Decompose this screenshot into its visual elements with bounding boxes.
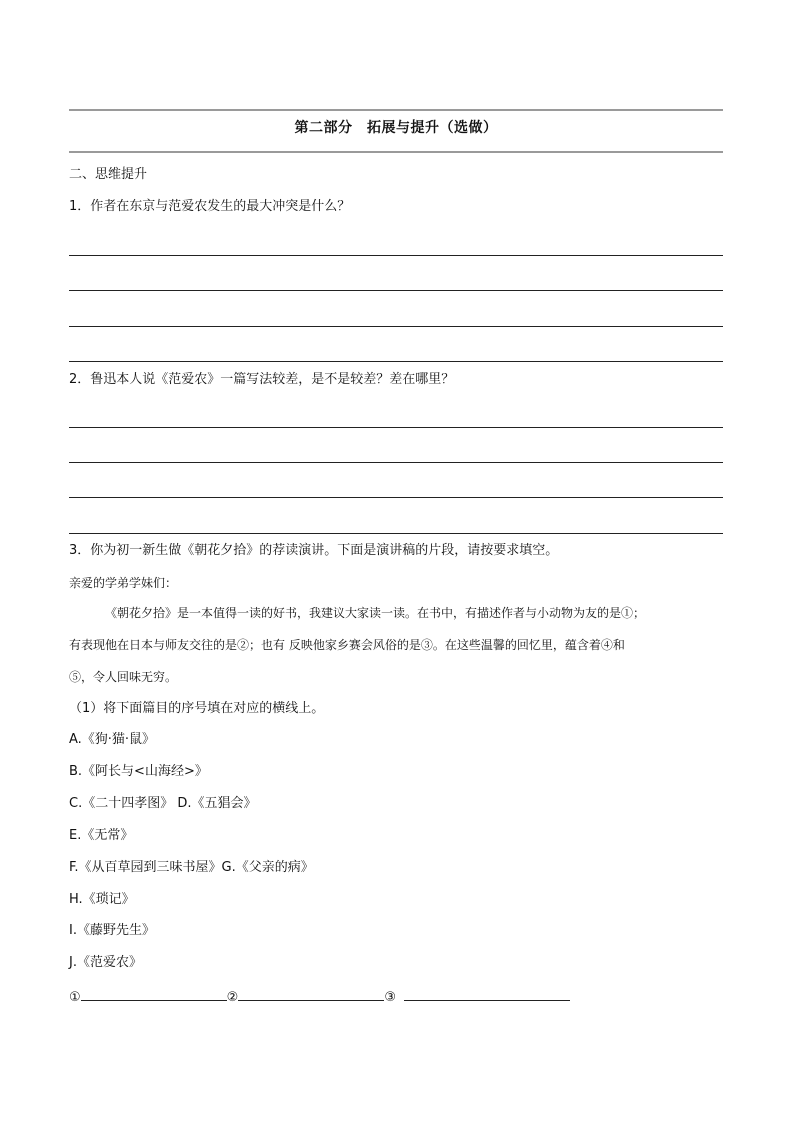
blank-3-label: ③	[384, 990, 396, 1005]
option-j: J.《范爱农》	[69, 955, 142, 970]
answer-line[interactable]	[69, 255, 723, 256]
answer-line[interactable]	[69, 290, 723, 291]
blank-2-label: ②	[226, 990, 239, 1005]
option-e: E.《无常》	[69, 828, 134, 843]
option-h: H.《琐记》	[69, 892, 135, 907]
speech-line-3: ⑤，令人回味无穷。	[69, 670, 178, 684]
speech-line-2: 有表现他在日本与师友交往的是②；也有 反映他家乡赛会风俗的是③。在这些温馨的回忆里，蕴含着④和	[69, 638, 625, 652]
question-3: 3．你为初一新生做《朝花夕拾》的荐读演讲。下面是演讲稿的片段，请按要求填空。	[69, 543, 559, 558]
blank-1-label: ①	[69, 990, 81, 1005]
option-c-d: C.《二十四孝图》 D.《五猖会》	[69, 796, 257, 811]
answer-line[interactable]	[69, 361, 723, 362]
part-heading: 二、思维提升	[69, 167, 148, 182]
blank-1-line[interactable]	[81, 986, 227, 1001]
sub-question-1: （1）将下面篇目的序号填在对应的横线上。	[69, 701, 325, 716]
question-1: 1．作者在东京与范爱农发生的最大冲突是什么？	[69, 199, 351, 214]
blank-3-line[interactable]	[404, 986, 570, 1001]
fill-blank-row	[69, 986, 570, 1007]
answer-line[interactable]	[69, 427, 723, 428]
top-rule	[69, 109, 723, 111]
answer-line[interactable]	[69, 533, 723, 534]
section-title: 第二部分 拓展与提升（选做）	[294, 120, 498, 136]
option-i: I.《藤野先生》	[69, 923, 155, 938]
blank-2-line[interactable]	[238, 986, 384, 1001]
option-f-g: F.《从百草园到三味书屋》G.《父亲的病》	[69, 860, 314, 875]
speech-greeting: 亲爱的学弟学妹们：	[69, 576, 178, 590]
option-b: B.《阿长与<山海经>》	[69, 764, 208, 779]
answer-line[interactable]	[69, 326, 723, 327]
answer-line[interactable]	[69, 497, 723, 498]
option-a: A.《狗·猫·鼠》	[69, 732, 156, 747]
speech-line-1: 《朝花夕拾》是一本值得一读的好书，我建议大家读一读。在书中，有描述作者与小动物为友的是①；	[105, 606, 646, 620]
answer-line[interactable]	[69, 462, 723, 463]
question-2: 2．鲁迅本人说《范爱农》一篇写法较差，是不是较差？差在哪里？	[69, 372, 455, 387]
title-bottom-rule	[69, 151, 723, 153]
